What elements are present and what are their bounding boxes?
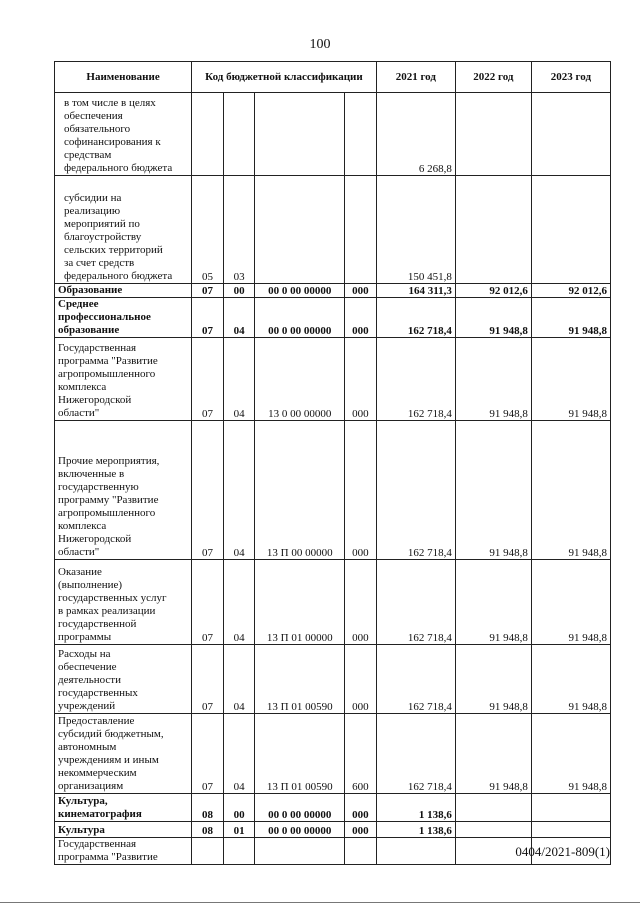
row-value-2022: 91 948,8 xyxy=(489,325,528,337)
row-target-code: 13 0 00 00000 xyxy=(268,408,332,420)
row-subsection-code: 03 xyxy=(233,271,245,283)
row-value-2022: 91 948,8 xyxy=(489,547,528,559)
row-name: Оказание (выполнение) государственных услуг в рамках реализации государственной программы xyxy=(58,566,167,643)
row-value-2021: 164 311,3 xyxy=(408,285,452,297)
row-value-2021: 150 451,8 xyxy=(407,271,452,283)
row-subsection-code: 00 xyxy=(233,809,245,821)
row-target-code: 13 П 01 00590 xyxy=(266,701,333,713)
row-name: Государственная программа "Развитие xyxy=(58,838,158,863)
row-value-2022: 91 948,8 xyxy=(489,781,528,793)
table-row xyxy=(55,338,611,421)
header-row xyxy=(55,62,611,93)
row-subsection-code: 04 xyxy=(233,632,245,644)
row-section-code: 07 xyxy=(201,701,213,713)
row-target-code: 13 П 00 00000 xyxy=(266,547,333,559)
row-target-code: 00 0 00 00000 xyxy=(268,285,332,297)
row-name: в том числе в целях обеспечения обязательного софинансирования к средствам федерального бюджета xyxy=(64,97,173,174)
row-name: Образование xyxy=(58,284,123,296)
row-value-2023: 91 948,8 xyxy=(568,325,607,337)
row-name: Среднее профессиональное образование xyxy=(58,298,151,336)
row-subsection-code: 04 xyxy=(233,547,245,559)
row-subsection-code: 04 xyxy=(233,408,245,420)
row-value-2021: 1 138,6 xyxy=(418,825,452,837)
page-number: 100 xyxy=(309,37,331,52)
row-expense-type: 000 xyxy=(352,809,369,821)
row-section-code: 07 xyxy=(201,325,213,337)
row-expense-type: 000 xyxy=(352,547,369,559)
row-value-2021: 6 268,8 xyxy=(418,163,452,175)
row-subsection-code: 00 xyxy=(233,285,245,297)
row-value-2021: 162 718,4 xyxy=(407,701,452,713)
row-value-2021: 1 138,6 xyxy=(418,809,452,821)
row-value-2021: 162 718,4 xyxy=(407,632,452,644)
row-expense-type: 600 xyxy=(352,781,369,793)
row-target-code: 13 П 01 00590 xyxy=(266,781,333,793)
table-row xyxy=(55,284,611,298)
row-value-2021: 162 718,4 xyxy=(407,408,452,420)
budget-table xyxy=(54,61,611,865)
table-row xyxy=(55,794,611,822)
row-expense-type: 000 xyxy=(352,632,369,644)
row-value-2022: 91 948,8 xyxy=(489,701,528,713)
row-target-code: 00 0 00 00000 xyxy=(268,325,332,337)
row-name: Культура, кинематография xyxy=(58,795,142,820)
row-target-code: 13 П 01 00000 xyxy=(266,632,333,644)
row-value-2022: 91 948,8 xyxy=(489,632,528,644)
row-subsection-code: 04 xyxy=(233,325,245,337)
row-section-code: 07 xyxy=(201,632,213,644)
row-expense-type: 000 xyxy=(352,325,369,337)
row-expense-type: 000 xyxy=(352,285,369,297)
row-target-code: 00 0 00 00000 xyxy=(268,809,332,821)
row-value-2021: 162 718,4 xyxy=(407,547,452,559)
row-value-2023: 92 012,6 xyxy=(568,285,607,297)
header-2023: 2023 год xyxy=(531,62,610,93)
row-value-2023: 91 948,8 xyxy=(568,408,607,420)
row-section-code: 07 xyxy=(201,408,213,420)
row-value-2022: 92 012,6 xyxy=(489,285,528,297)
table-row xyxy=(55,298,611,338)
row-value-2022: 91 948,8 xyxy=(489,408,528,420)
row-section-code: 08 xyxy=(201,825,213,837)
row-name: субсидии на реализацию мероприятий по благоустройству сельских территорий за счет средств федерального бюджета xyxy=(64,192,173,282)
row-value-2021: 162 718,4 xyxy=(407,325,452,337)
header-code: Код бюджетной классификации xyxy=(192,62,377,93)
table-row xyxy=(55,176,611,284)
row-expense-type: 000 xyxy=(352,825,369,837)
row-subsection-code: 01 xyxy=(233,825,245,837)
header-2021: 2021 год xyxy=(376,62,455,93)
row-section-code: 07 xyxy=(201,547,213,559)
row-section-code: 08 xyxy=(201,809,213,821)
table-row xyxy=(55,421,611,560)
header-name: Наименование xyxy=(55,62,192,93)
table-row xyxy=(55,560,611,645)
row-name: Прочие мероприятия, включенные в государственную программу "Развитие агропромышленного комплекса Нижегородской области" xyxy=(58,455,160,558)
row-value-2021: 162 718,4 xyxy=(407,781,452,793)
row-value-2023: 91 948,8 xyxy=(568,781,607,793)
table-row xyxy=(55,714,611,794)
row-value-2023: 91 948,8 xyxy=(568,547,607,559)
row-name: Культура xyxy=(58,824,105,836)
row-expense-type: 000 xyxy=(352,408,369,420)
row-target-code: 00 0 00 00000 xyxy=(268,825,332,837)
page-edge-line xyxy=(0,902,640,903)
document-number: 0404/2021-809(1) xyxy=(515,844,610,859)
row-name: Предоставление субсидий бюджетным, автономным учреждениям и иным некоммерческим организациям xyxy=(58,715,164,792)
row-subsection-code: 04 xyxy=(233,781,245,793)
row-value-2023: 91 948,8 xyxy=(568,632,607,644)
row-section-code: 05 xyxy=(201,271,213,283)
row-value-2023: 91 948,8 xyxy=(568,701,607,713)
row-expense-type: 000 xyxy=(352,701,369,713)
row-subsection-code: 04 xyxy=(233,701,245,713)
row-name: Расходы на обеспечение деятельности государственных учреждений xyxy=(58,648,138,712)
row-name: Государственная программа "Развитие агропромышленного комплекса Нижегородской области" xyxy=(58,342,158,419)
row-section-code: 07 xyxy=(201,781,213,793)
row-section-code: 07 xyxy=(201,285,213,297)
table-row xyxy=(55,645,611,714)
table-row xyxy=(55,822,611,838)
header-2022: 2022 год xyxy=(455,62,531,93)
table-row xyxy=(55,93,611,176)
